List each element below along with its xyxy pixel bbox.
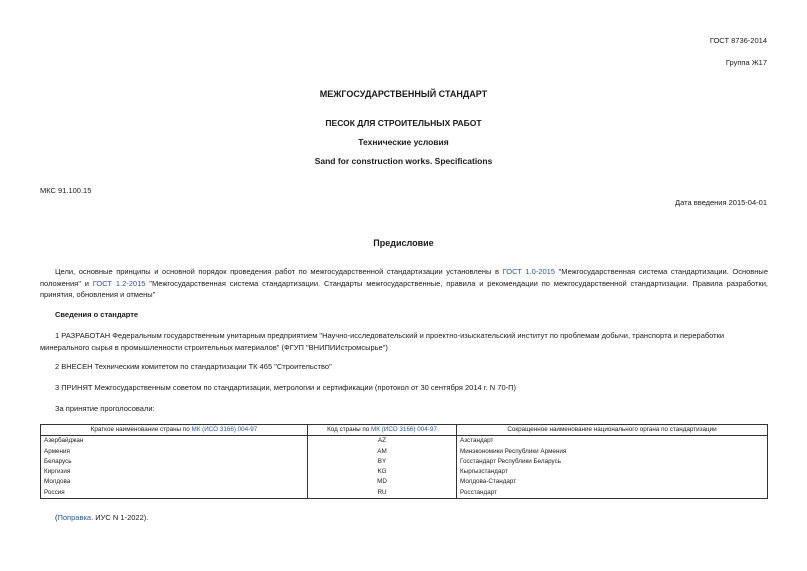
header-country-code bbox=[308, 425, 457, 436]
national-body: Госстандарт Республики Беларусь bbox=[457, 457, 768, 467]
gost-1-2-link[interactable]: ГОСТ 1.2-2015 bbox=[92, 278, 146, 288]
amendment-link[interactable]: Поправка bbox=[57, 513, 92, 522]
foreword-heading: Предисловие bbox=[373, 238, 434, 248]
paragraph-text: "Межгосударственная система стандартизации. Основные положения" и bbox=[40, 267, 768, 288]
document-subtitle-ru: Технические условия bbox=[358, 137, 449, 147]
item-developed: 1 РАЗРАБОТАН Федеральным государственным унитарным предприятием "Научно-исследовательский и проектно-изыскательский институт по проблемам добычи, транспорта и переработки минерального сырья в промышленности строительных материалов" (ФГУП "ВНИПИИстромсырье") bbox=[40, 331, 725, 352]
national-body: Минэкономики Республики Армения bbox=[457, 447, 768, 457]
mk-iso-link[interactable]: МК (ИСО 3166) 004-97 bbox=[191, 426, 258, 433]
foreword-paragraph bbox=[40, 266, 768, 301]
table-header-row bbox=[41, 425, 768, 436]
standard-type-title: МЕЖГОСУДАРСТВЕННЫЙ СТАНДАРТ bbox=[319, 89, 488, 99]
table-row bbox=[41, 467, 768, 477]
country-code: BY bbox=[308, 457, 457, 467]
voted-label: За принятие проголосовали: bbox=[55, 404, 155, 413]
country-name: Армения bbox=[41, 447, 308, 457]
item-introduced: 2 ВНЕСЕН Техническим комитетом по стандартизации ТК 465 "Строительство" bbox=[55, 362, 332, 371]
national-body: Азстандарт bbox=[457, 436, 768, 447]
mks-code: МКС 91.100.15 bbox=[40, 186, 92, 195]
paragraph-text: Цели, основные принципы и основной порядок проведения работ по межгосударственной стандартизации установлены в bbox=[55, 267, 503, 276]
country-name: Азербайджан bbox=[41, 436, 308, 447]
mk-iso-link[interactable]: МК (ИСО 3166) 004-97 bbox=[371, 426, 437, 433]
country-code: MD bbox=[308, 477, 457, 487]
header-text: Код страны по bbox=[327, 426, 372, 433]
country-code: AZ bbox=[308, 436, 457, 447]
about-standard-heading: Сведения о стандарте bbox=[55, 310, 139, 319]
country-name: Киргизия bbox=[41, 467, 308, 477]
document-title-ru: ПЕСОК ДЛЯ СТРОИТЕЛЬНЫХ РАБОТ bbox=[325, 118, 482, 128]
gost-number: ГОСТ 8736-2014 bbox=[709, 36, 767, 45]
item-adopted: 3 ПРИНЯТ Межгосударственным советом по стандартизации, метрологии и сертификации (протокол от 30 сентября 2014 г. N 70-П) bbox=[55, 383, 516, 392]
header-text: Краткое наименование страны по bbox=[90, 426, 192, 433]
document-title-en: Sand for construction works. Specifications bbox=[314, 156, 493, 166]
paragraph-text: "Межгосударственная система стандартизации. Стандарты межгосударственные, правила и рекомендации по межгосударственной стандартизации. Правила разработки, принятия, обновления и отмены" bbox=[40, 278, 768, 299]
table-row bbox=[41, 457, 768, 467]
table-row bbox=[41, 477, 768, 487]
open-paren: ( bbox=[55, 513, 58, 522]
countries-table bbox=[40, 424, 768, 499]
country-name: Беларусь bbox=[41, 457, 308, 467]
amendment-text: . ИУС N 1-2022). bbox=[91, 513, 149, 522]
table-row bbox=[41, 447, 768, 457]
country-code: AM bbox=[308, 447, 457, 457]
gost-1-0-link[interactable]: ГОСТ 1.0-2015 bbox=[502, 267, 556, 276]
country-name: Россия bbox=[41, 488, 308, 499]
country-name: Молдова bbox=[41, 477, 308, 487]
table-row bbox=[41, 488, 768, 499]
national-body: Росстандарт bbox=[457, 488, 768, 499]
national-body: Кыргызстандарт bbox=[457, 467, 768, 477]
country-code: RU bbox=[308, 488, 457, 499]
national-body: Молдова-Стандарт bbox=[457, 477, 768, 487]
country-code: KG bbox=[308, 467, 457, 477]
header-national-body: Сокращенное наименование национального органа по стандартизации bbox=[457, 425, 768, 436]
group-code: Группа Ж17 bbox=[725, 58, 767, 67]
amendment-note bbox=[55, 513, 148, 522]
header-country-name bbox=[41, 425, 308, 436]
intro-date: Дата введения 2015-04-01 bbox=[675, 198, 767, 207]
table-row bbox=[41, 436, 768, 447]
